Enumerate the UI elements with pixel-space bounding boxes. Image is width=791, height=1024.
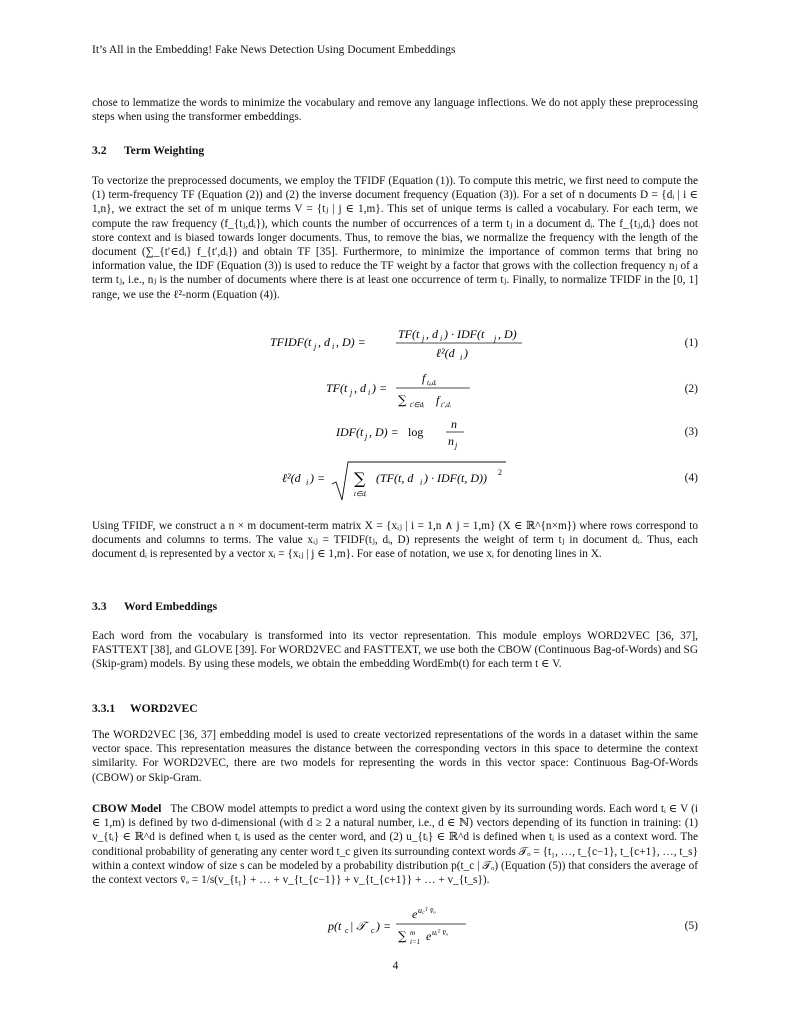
svg-text:i: i <box>440 334 443 343</box>
svg-text:, d: , d <box>354 381 366 395</box>
svg-text:) · IDF(t: ) · IDF(t <box>444 327 485 341</box>
svg-text:m: m <box>410 929 416 937</box>
svg-text:∑: ∑ <box>398 393 407 407</box>
section-heading-3-2 <box>92 144 204 157</box>
svg-text:∑: ∑ <box>354 469 366 488</box>
svg-text:log: log <box>408 425 424 439</box>
svg-text:t∈dᵢ: t∈dᵢ <box>354 490 367 498</box>
svg-text:c: c <box>345 926 349 935</box>
term-weighting-paragraph: To vectorize the preprocessed documents, we employ the TFIDF (Equation (1)). To compute this metric, we first need to compute the (1) term-frequency TF (Equation (2)) and (2) the inverse document frequency (Equation (3)). For a set of n documents D = {dᵢ | i ∈ 1,n}, we extract the set of m unique terms V = {tⱼ | j ∈ 1,m}. This set of unique terms is called a vocabulary. For each term, we compute the raw frequency (f_{tⱼ,dᵢ}), which counts the number of occurrences of a term tⱼ in a document dᵢ. The f_{tⱼ,dᵢ} does not store context and is biased towards longer documents. Thus, to remove the bias, we normalize the frequency with the length of the document (∑_{t′∈dᵢ} f_{t′,dᵢ}) and obtain TF [35]. Furthermore, to minimize the importance of common terms that bring no information value, the IDF (Equation (3)) is used to reduce the TF weight by a factor that grows with the collection frequency nⱼ of a term tⱼ, i.e., nⱼ is the number of documents where there is at least one occurrence of term tⱼ. Finally, to normalize TFIDF in the [0, 1] range, we use the ℓ²-norm (Equation (4)). <box>92 175 698 301</box>
equation-4-label: (4) <box>684 472 698 484</box>
equation-1 <box>92 322 698 366</box>
section-title: WORD2VEC <box>130 702 198 715</box>
svg-text:TF(t: TF(t <box>326 381 348 395</box>
svg-text:TFIDF(t: TFIDF(t <box>270 335 312 349</box>
svg-text:i: i <box>420 478 423 487</box>
svg-text:i=1: i=1 <box>410 938 421 946</box>
svg-text:uᵢᵀ v̄ₒ: uᵢᵀ v̄ₒ <box>432 928 449 937</box>
svg-text:, d: , d <box>318 335 330 349</box>
svg-text:): ) <box>464 346 468 360</box>
svg-text:IDF(t: IDF(t <box>336 425 364 439</box>
svg-text:) =: ) = <box>376 919 392 933</box>
svg-text:2: 2 <box>498 468 502 477</box>
page-number: 4 <box>392 960 399 972</box>
running-head: It’s All in the Embedding! Fake News Detection Using Document Embeddings <box>92 44 456 56</box>
svg-text:n: n <box>448 434 454 448</box>
svg-text:u꜀ᵀ v̄ₒ: u꜀ᵀ v̄ₒ <box>418 906 436 915</box>
equation-2 <box>92 366 698 410</box>
svg-text:) =: ) = <box>372 381 388 395</box>
svg-text:t′,dᵢ: t′,dᵢ <box>441 401 451 409</box>
svg-text:i: i <box>460 353 463 362</box>
svg-text:(TF(t, d: (TF(t, d <box>376 471 414 485</box>
section-number: 3.3 <box>92 600 107 613</box>
cbow-run-in-title: CBOW Model <box>92 803 162 815</box>
svg-text:j: j <box>365 432 368 441</box>
word-embeddings-paragraph: Each word from the vocabulary is transformed into its vector representation. This module employs WORD2VEC [36, 37], FASTTEXT [38], and GLOVE [39]. For WORD2VEC and FASTTEXT, we use both the CBOW (Continuous Bag-of-Words) and SG (Skip-gram) models. By using these models, we obtain the embedding WordEmb(t) for each term t ∈ V. <box>92 630 698 671</box>
cbow-paragraph-block <box>92 802 698 887</box>
svg-text:j: j <box>455 441 458 450</box>
equation-1-formula <box>92 322 652 366</box>
svg-text:e: e <box>412 907 418 921</box>
section-heading-3-3-1 <box>92 702 198 715</box>
equation-5-formula <box>92 904 652 948</box>
equation-2-formula <box>92 366 652 410</box>
svg-text:i: i <box>306 478 309 487</box>
svg-text:j: j <box>494 334 497 343</box>
equation-2-label: (2) <box>684 383 698 395</box>
equation-4 <box>92 456 698 504</box>
svg-text:j: j <box>350 388 353 397</box>
section-number: 3.2 <box>92 144 107 157</box>
section-number: 3.3.1 <box>92 702 116 715</box>
equation-3-formula <box>92 412 652 452</box>
svg-text:ℓ²(d: ℓ²(d <box>436 346 455 360</box>
svg-text:c: c <box>371 926 375 935</box>
equation-1-label: (1) <box>684 337 698 349</box>
svg-text:f: f <box>422 371 426 385</box>
svg-text:n: n <box>451 417 457 431</box>
equation-5 <box>92 904 698 948</box>
svg-text:, d: , d <box>426 327 438 341</box>
svg-text:i: i <box>332 342 335 351</box>
svg-text:, D) =: , D) = <box>336 335 366 349</box>
svg-text:) · IDF(t, D)): ) · IDF(t, D)) <box>424 471 487 485</box>
section-title: Word Embeddings <box>124 600 218 613</box>
cbow-paragraph: The CBOW model attempts to predict a word using the context given by its surrounding words. Each word tᵢ ∈ V (i ∈ 1,m) is defined by two d-dimensional (with d ≥ 2 a natural number, i.e., d ∈ ℕ) vectors depending of its function in training: (1) v_{tᵢ} ∈ ℝ^d is defined when tᵢ is used as the center word, and (2) u_{tᵢ} ∈ ℝ^d is defined when tᵢ is used as a context word. The conditional probability of generating any center word t_c given its surrounding context words 𝒯ₒ = {t₁, …, t_{c−1}, t_{c+1}, …, t_s} within a context window of size s can be modeled by a probability distribution p(t_c | 𝒯ₒ) (Equation (5)) that considers the average of the context vectors v̄ₒ = 1/s(v_{t₁} + … + v_{t_{c−1}} + v_{t_{c+1}} + … + v_{t_s}). <box>92 803 698 887</box>
svg-text:i: i <box>368 388 371 397</box>
section-title: Term Weighting <box>124 144 205 157</box>
equation-3 <box>92 412 698 456</box>
word2vec-paragraph: The WORD2VEC [36, 37] embedding model is used to create vectorized representations of the words in a dataset within the same vector space. This representation measures the distance between the corresponding vectors in this space to determine the context similarity. For WORD2VEC, there are two models for representing the words in this vector space: Continuous Bag-Of-Words (CBOW) or Skip-Gram. <box>92 729 698 784</box>
svg-text:| 𝒯: | 𝒯 <box>350 919 366 933</box>
svg-text:TF(t: TF(t <box>398 327 420 341</box>
intro-paragraph: chose to lemmatize the words to minimize the vocabulary and remove any language inflections. We do not apply these preprocessing steps when using the transformer embeddings. <box>92 97 698 124</box>
svg-text:j: j <box>422 334 425 343</box>
svg-text:∑: ∑ <box>398 929 407 943</box>
svg-text:ℓ²(d: ℓ²(d <box>282 471 301 485</box>
svg-text:p(t: p(t <box>328 919 342 933</box>
svg-text:t′∈dᵢ: t′∈dᵢ <box>410 401 425 409</box>
document-term-matrix-paragraph: Using TFIDF, we construct a n × m document-term matrix X = {xᵢⱼ | i = 1,n ∧ j = 1,m} (X ∈ ℝ^{n×m}) where rows correspond to documents and columns to terms. The value xᵢⱼ = TFIDF(tⱼ, dᵢ, D) represents the weight of term tⱼ in document dᵢ. Thus, each document dᵢ is represented by a vector xᵢ = {xᵢⱼ | j ∈ 1,m}. For ease of notation, we use xᵢ for denoting lines in X. <box>92 520 698 561</box>
svg-text:, D): , D) <box>498 327 517 341</box>
svg-text:) =: ) = <box>310 471 326 485</box>
svg-text:e: e <box>426 929 432 943</box>
svg-text:f: f <box>436 393 440 407</box>
svg-text:tⱼ,dᵢ: tⱼ,dᵢ <box>427 379 437 387</box>
equation-5-label: (5) <box>684 920 698 932</box>
svg-text:, D) =: , D) = <box>369 425 399 439</box>
equation-3-label: (3) <box>684 426 698 438</box>
svg-text:j: j <box>314 342 317 351</box>
section-heading-3-3 <box>92 600 217 613</box>
equation-4-formula <box>92 456 652 504</box>
